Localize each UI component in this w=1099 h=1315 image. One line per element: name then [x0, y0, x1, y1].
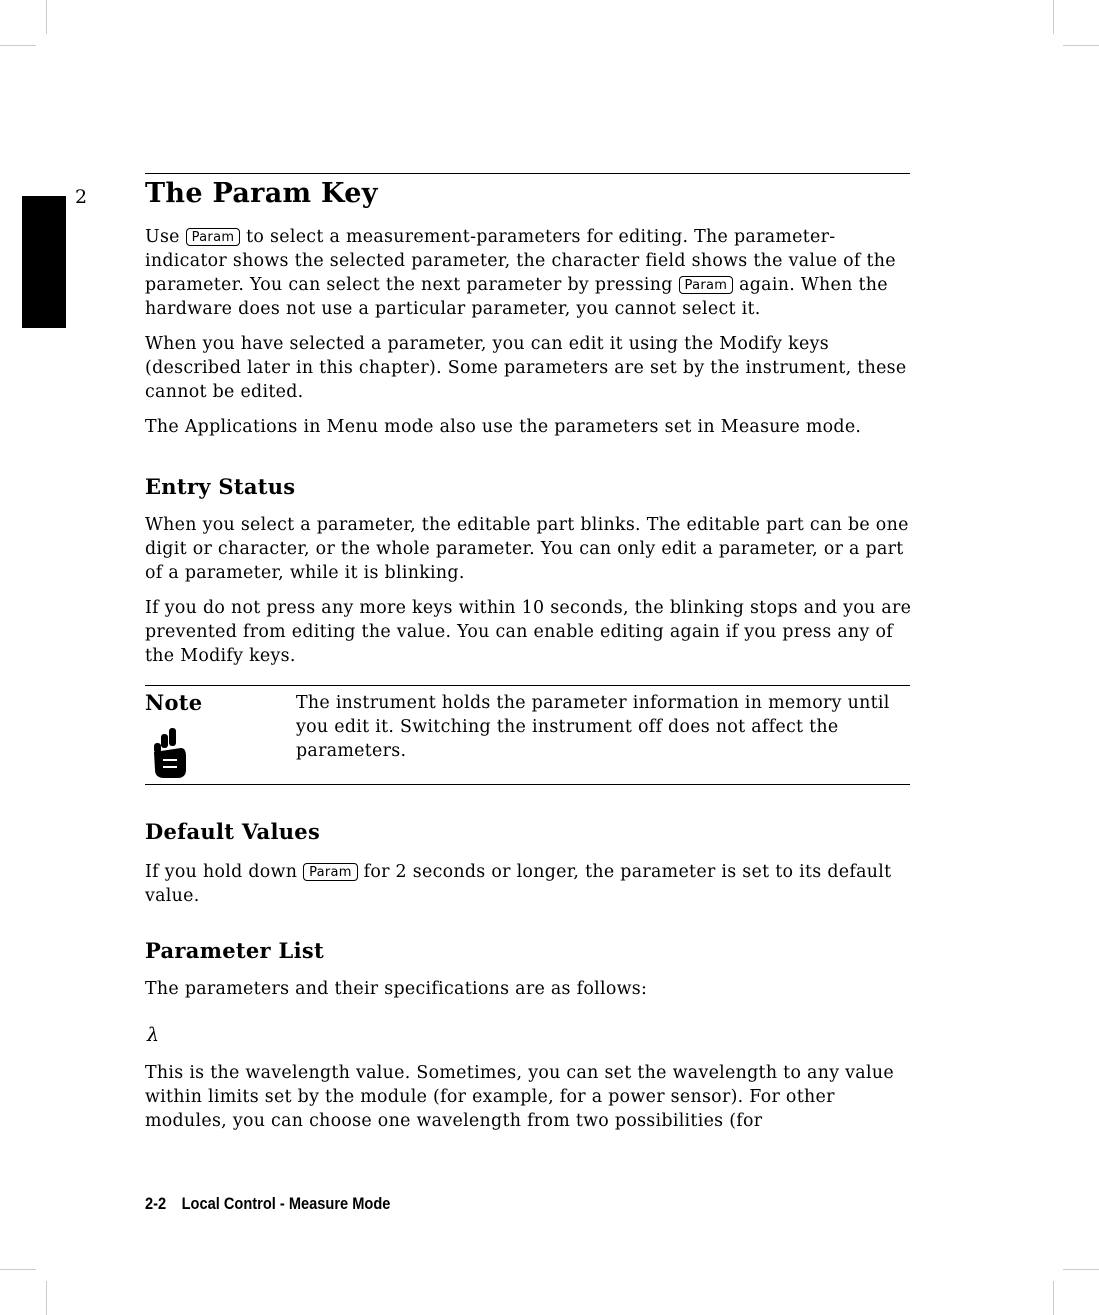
default-values-heading: Default Values — [145, 819, 321, 844]
param-key-glyph: Param — [303, 863, 358, 881]
crop-mark — [0, 45, 36, 46]
crop-mark — [1063, 45, 1099, 46]
text-run: again. When the hardware does not use a particular parameter, you cannot select it. — [145, 275, 888, 319]
text-run: to select a measurement-parameters for editing. The parameter-indicator shows the selected parameter, the character field shows the value of the parameter. You can select the next parameter by pressing — [145, 227, 896, 295]
page-number: 2-2 — [145, 1194, 167, 1213]
note-top-rule — [145, 685, 910, 686]
crop-mark — [0, 1269, 36, 1270]
crop-mark — [1063, 1269, 1099, 1270]
entry-status-paragraph-2: If you do not press any more keys within 10 seconds, the blinking stops and you are prevented from editing the value. You can enable editing again if you press any of the Modify keys. — [145, 598, 912, 666]
chapter-tab-marker — [22, 196, 66, 328]
section-top-rule — [145, 173, 910, 174]
param-key-glyph: Param — [186, 228, 241, 246]
param-key-glyph: Param — [679, 276, 734, 294]
note-bottom-rule — [145, 784, 910, 785]
text-run: Use — [145, 227, 186, 247]
chapter-number: 2 — [75, 186, 88, 208]
entry-status-paragraph-1: When you select a parameter, the editable part blinks. The editable part can be one digit or character, or the whole parameter. You can only edit a parameter, or a part of a parameter, while it is blinking. — [145, 515, 909, 583]
parameter-list-heading: Parameter List — [145, 938, 324, 963]
text-run: for 2 seconds or longer, the parameter is set to its default value. — [145, 862, 892, 906]
crop-mark — [1053, 0, 1054, 34]
crop-mark — [1053, 1281, 1054, 1315]
text-run: If you hold down — [145, 862, 304, 882]
footer-title: Local Control - Measure Mode — [181, 1194, 391, 1213]
applications-paragraph: The Applications in Menu mode also use the parameters set in Measure mode. — [145, 417, 862, 437]
pointing-hand-icon — [150, 726, 190, 780]
parameter-list-intro: The parameters and their specifications are as follows: — [145, 979, 648, 999]
lambda-symbol: λ — [147, 1024, 160, 1046]
note-label: Note — [145, 690, 203, 715]
modify-keys-paragraph: When you have selected a parameter, you can edit it using the Modify keys (described later in this chapter). Some parameters are set by the instrument, these cannot be edited. — [145, 334, 907, 402]
note-text: The instrument holds the parameter information in memory until you edit it. Switching the instrument off does not affect the parameters. — [296, 693, 890, 761]
section-title: The Param Key — [145, 178, 378, 209]
param-intro-paragraph — [145, 225, 915, 321]
entry-status-heading: Entry Status — [145, 474, 296, 499]
default-values-paragraph — [145, 860, 915, 908]
page-footer — [145, 1194, 390, 1214]
wavelength-paragraph: This is the wavelength value. Sometimes, you can set the wavelength to any value within limits set by the module (for example, for a power sensor). For other modules, you can choose one wavelength from two possibilities (for — [145, 1063, 894, 1131]
crop-mark — [46, 0, 47, 34]
crop-mark — [46, 1281, 47, 1315]
